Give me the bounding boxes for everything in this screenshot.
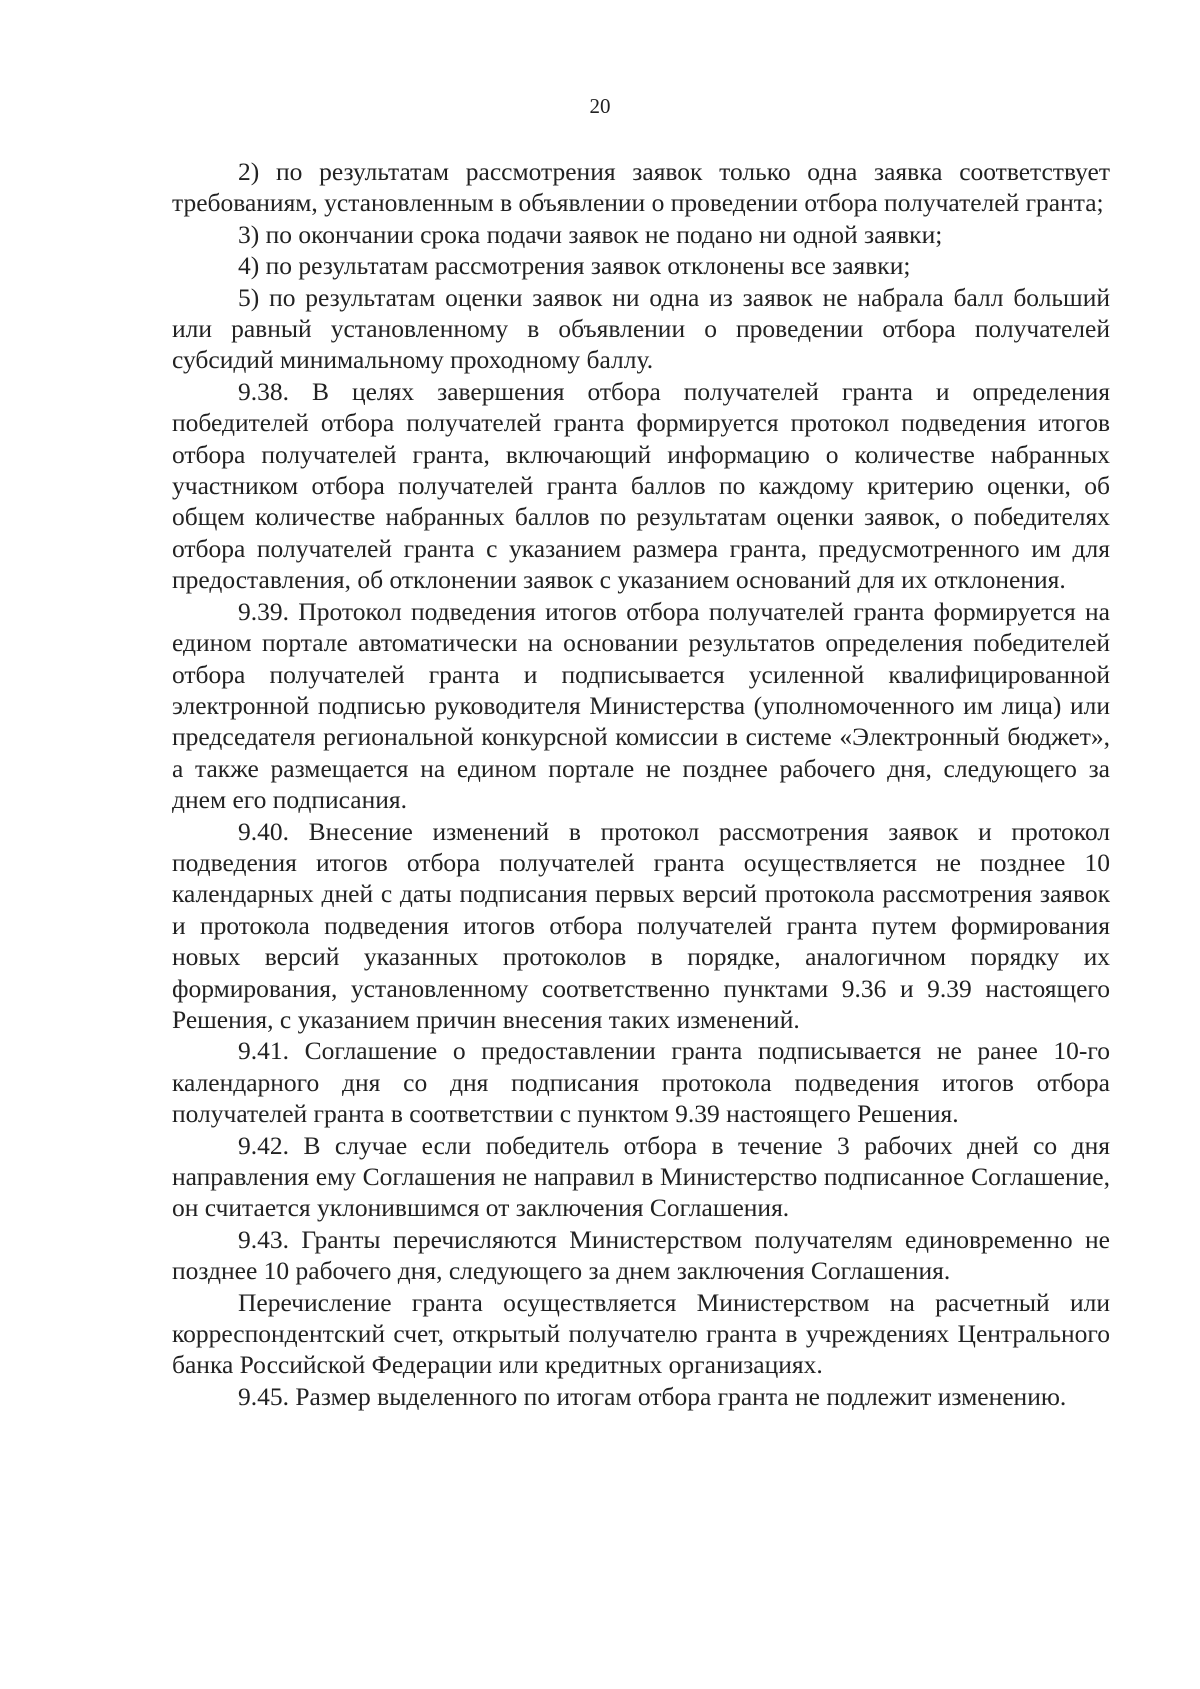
paragraph-grant-transfer: Перечисление гранта осуществляется Министерством на расчетный или корреспондентский счет, открытый получателю гранта в учреждениях Центрального банка Российской Федерации или кредитных организациях. [172,1287,1110,1380]
paragraph-9-39: 9.39. Протокол подведения итогов отбора получателей гранта формируется на едином портале автоматически на основании результатов определения победителей отбора получателей гранта и подписывается усиленной квалифицированной электронной подписью руководителя Министерства (уполномоченного им лица) или председателя региональной конкурсной комиссии в системе «Электронный бюджет», а также размещается на едином портале не позднее рабочего дня, следующего за днем его подписания. [172,596,1110,815]
paragraph-9-38: 9.38. В целях завершения отбора получателей гранта и определения победителей отбора получателей гранта формируется протокол подведения итогов отбора получателей гранта, включающий информацию о количестве набранных участником отбора получателей гранта баллов по каждому критерию оценки, об общем количестве набранных баллов по результатам оценки заявок, о победителях отбора получателей гранта с указанием размера гранта, предусмотренного им для предоставления, об отклонении заявок с указанием оснований для их отклонения. [172,376,1110,595]
paragraph-item-3: 3) по окончании срока подачи заявок не подано ни одной заявки; [238,219,943,249]
paragraph-item-4: 4) по результатам рассмотрения заявок отклонены все заявки; [238,251,911,281]
paragraph-9-43: 9.43. Гранты перечисляются Министерством получателям единовременно не позднее 10 рабочего дня, следующего за днем заключения Соглашения. [172,1224,1110,1286]
paragraph-item-2: 2) по результатам рассмотрения заявок только одна заявка соответствует требованиям, установленным в объявлении о проведении отбора получателей гранта; [172,157,1110,218]
paragraph-9-41: 9.41. Соглашение о предоставлении гранта подписывается не ранее 10-го календарного дня со дня подписания протокола подведения итогов отбора получателей гранта в соответствии с пунктом 9.39 настоящего Решения. [172,1036,1110,1129]
paragraph-9-45: 9.45. Размер выделенного по итогам отбора гранта не подлежит изменению. [238,1381,1067,1411]
page-number: 20 [589,94,611,118]
paragraph-9-40: 9.40. Внесение изменений в протокол рассмотрения заявок и протокол подведения итогов отбора получателей гранта осуществляется не позднее 10 календарных дней с даты подписания первых версий протокола рассмотрения заявок и протокола подведения итогов отбора получателей гранта путем формирования новых версий указанных протоколов в порядке, аналогичном порядку их формирования, установленному соответственно пунктами 9.36 и 9.39 настоящего Решения, с указанием причин внесения таких изменений. [172,816,1110,1034]
paragraph-9-42: 9.42. В случае если победитель отбора в течение 3 рабочих дней со дня направления ему Соглашения не направил в Министерство подписанное Соглашение, он считается уклонившимся от заключения Соглашения. [172,1130,1110,1223]
paragraph-item-5: 5) по результатам оценки заявок ни одна из заявок не набрала балл больший или равный установленному в объявлении о проведении отбора получателей субсидий минимальному проходному баллу. [172,282,1110,375]
document-body [172,156,1110,1412]
